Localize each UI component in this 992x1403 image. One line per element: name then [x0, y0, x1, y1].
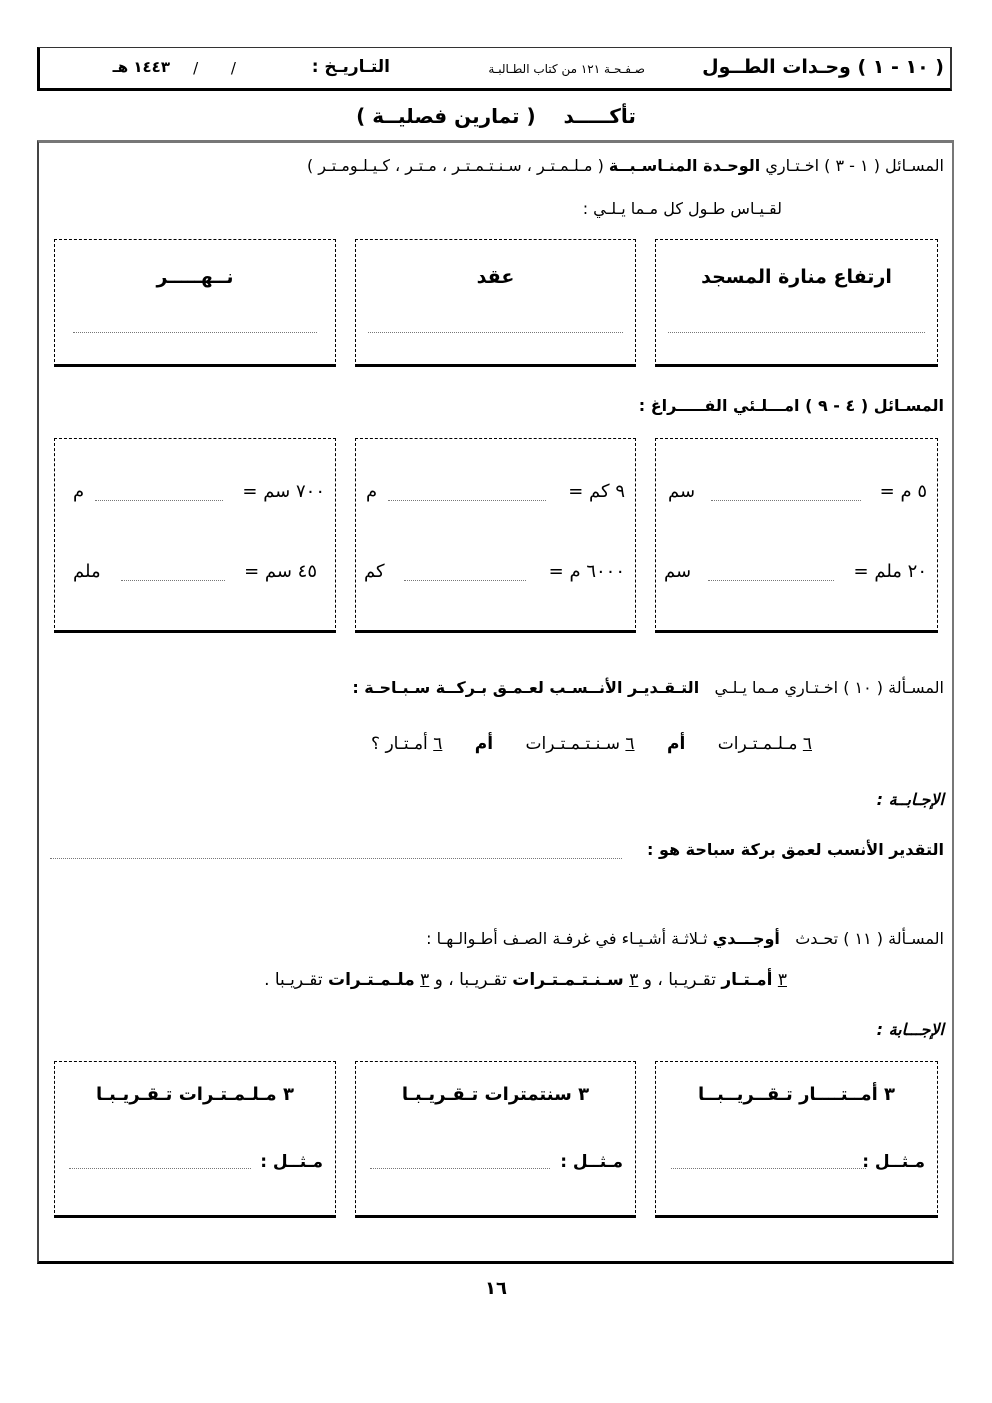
unit-choice-box-3 — [54, 239, 336, 367]
q11-unit: ملـمـتـرات — [328, 970, 415, 990]
conversion-left: ٧٠٠ سم = — [242, 481, 325, 502]
q1-3-bold-word: الوحـدة المنـاسـبــة — [608, 156, 761, 175]
conversion-unit: م — [73, 481, 85, 502]
choice-text[interactable]: مـلـمـتـرات — [717, 734, 798, 754]
q11-count: ٣ — [629, 970, 639, 990]
box-item-label: ٣ سنتمترات تـقـريـبـا — [401, 1084, 590, 1105]
lesson-title: ( ١٠ - ١ ) وحـدات الطــول — [702, 56, 944, 78]
header-box — [37, 47, 952, 91]
conversion-left: ٢٠ ملم = — [853, 561, 927, 582]
conversion-left: ٥ م = — [879, 481, 927, 502]
unit-choice-box-1 — [655, 239, 938, 367]
subtitle-main: تأكـــــد — [563, 104, 636, 128]
example-label: مـثــل : — [260, 1152, 323, 1172]
box-item-label: ٣ أمــتــــار تـقــريــبــا — [697, 1084, 896, 1105]
example-box-3 — [54, 1061, 336, 1218]
q11-text: تقـريـبا . — [264, 970, 323, 990]
answer-blank[interactable] — [368, 332, 623, 333]
example-box-1 — [655, 1061, 938, 1218]
q11-answer-label: الإجـــابة : — [876, 1020, 944, 1039]
example-label: مـثــل : — [560, 1152, 623, 1172]
q11-unit: سـنـتـمـتـرات — [512, 970, 624, 990]
conversion-unit: سم — [664, 561, 692, 582]
choice-text[interactable]: أمـتـار ؟ — [371, 734, 428, 754]
q11-count: ٣ — [777, 970, 787, 990]
fill-blank-box-1 — [655, 438, 938, 633]
answer-blank[interactable] — [121, 580, 225, 581]
textbook-page-reference: صـفـحـة ١٢١ من كتاب الطـالبـة — [488, 62, 645, 76]
subtitle-section: ( تمارين فصليــة ) — [356, 104, 536, 128]
q11-text: تقـريـبا ، و — [643, 970, 716, 990]
conversion-unit: ملم — [73, 561, 101, 582]
q10-bold-part: التـقـديـر الأنــسـب لعـمـق بـركــة سـبـاحـة : — [352, 678, 700, 697]
answer-blank[interactable] — [711, 500, 861, 501]
answer-blank[interactable] — [388, 500, 546, 501]
q10-prefix: المسـألة ( ١٠ ) اخـتـاري مـما يـلـي — [714, 678, 944, 697]
conversion-left: ٦٠٠٠ م = — [548, 561, 625, 582]
box-item-label: ارتفاع منارة المسجد — [701, 266, 892, 288]
answer-blank[interactable] — [668, 332, 925, 333]
q11-instruction — [426, 929, 944, 948]
q10-choices — [371, 734, 812, 754]
choice-number: ٦ — [802, 734, 812, 754]
q4-9-heading: المسـائل ( ٤ - ٩ ) امـــلـئي الفـــــراغ : — [638, 396, 944, 415]
q11-line2 — [264, 970, 787, 990]
q11-text: تقـريـبا ، و — [434, 970, 507, 990]
box-item-label: ٣ مـلـمـتـرات تـقـريـبـا — [96, 1084, 294, 1105]
q11-unit: أمـتـار — [721, 970, 773, 990]
conversion-unit: م — [366, 481, 378, 502]
box-item-label: عقد — [476, 266, 515, 288]
q10-answer-blank[interactable] — [50, 858, 622, 859]
box-item-label: نــهـــــر — [156, 266, 234, 288]
q11-bold-word: أوجـــدي — [712, 929, 780, 948]
date-slashes: / / — [193, 59, 250, 77]
worksheet-subtitle — [0, 104, 992, 128]
choice-number: ٦ — [625, 734, 635, 754]
q1-3-instruction — [307, 156, 944, 175]
q10-answer-label: الإجـابــة : — [876, 790, 944, 809]
q10-instruction — [352, 678, 944, 697]
q1-3-prefix: المسـائل ( ١ - ٣ ) اخـتـاري — [765, 156, 944, 175]
q11-prefix: المسـألة ( ١١ ) تحـدث — [795, 929, 944, 948]
date-label: التـاريـخ : — [311, 57, 390, 77]
conversion-left: ٩ كم = — [568, 481, 625, 502]
choice-separator: أم — [474, 734, 494, 754]
q1-3-options: ( مـلـمـتـر ، سـنـتـمـتـر ، مـتـر ، كـيـلـومـتـر ) — [306, 156, 604, 175]
answer-blank[interactable] — [708, 580, 834, 581]
answer-blank[interactable] — [671, 1168, 866, 1169]
conversion-unit: سم — [668, 481, 696, 502]
answer-blank[interactable] — [95, 500, 223, 501]
answer-blank[interactable] — [370, 1168, 550, 1169]
answer-blank[interactable] — [404, 580, 526, 581]
q11-count: ٣ — [420, 970, 430, 990]
conversion-unit: كم — [364, 561, 385, 582]
example-box-2 — [355, 1061, 636, 1218]
choice-number: ٦ — [433, 734, 443, 754]
conversion-left: ٤٥ سم = — [244, 561, 317, 582]
choice-text[interactable]: سـنـتـمـتـرات — [525, 734, 620, 754]
fill-blank-box-3 — [54, 438, 336, 633]
answer-blank[interactable] — [69, 1168, 251, 1169]
hijri-year: ١٤٤٣ هـ — [112, 58, 170, 76]
choice-separator: أم — [666, 734, 686, 754]
unit-choice-box-2 — [355, 239, 636, 367]
q1-3-line2: لقـيـاس طـول كل مـما يـلـي : — [582, 199, 782, 218]
page-number: ١٦ — [485, 1278, 507, 1299]
fill-blank-box-2 — [355, 438, 636, 633]
example-label: مـثــل : — [862, 1152, 925, 1172]
answer-blank[interactable] — [73, 332, 317, 333]
q10-answer-sentence: التقدير الأنسب لعمق بركة سباحة هو : — [647, 840, 944, 859]
q11-suffix: ثـلاثـة أشـيـاء في غرفـة الصـف أطـوالـهـا : — [426, 929, 708, 948]
